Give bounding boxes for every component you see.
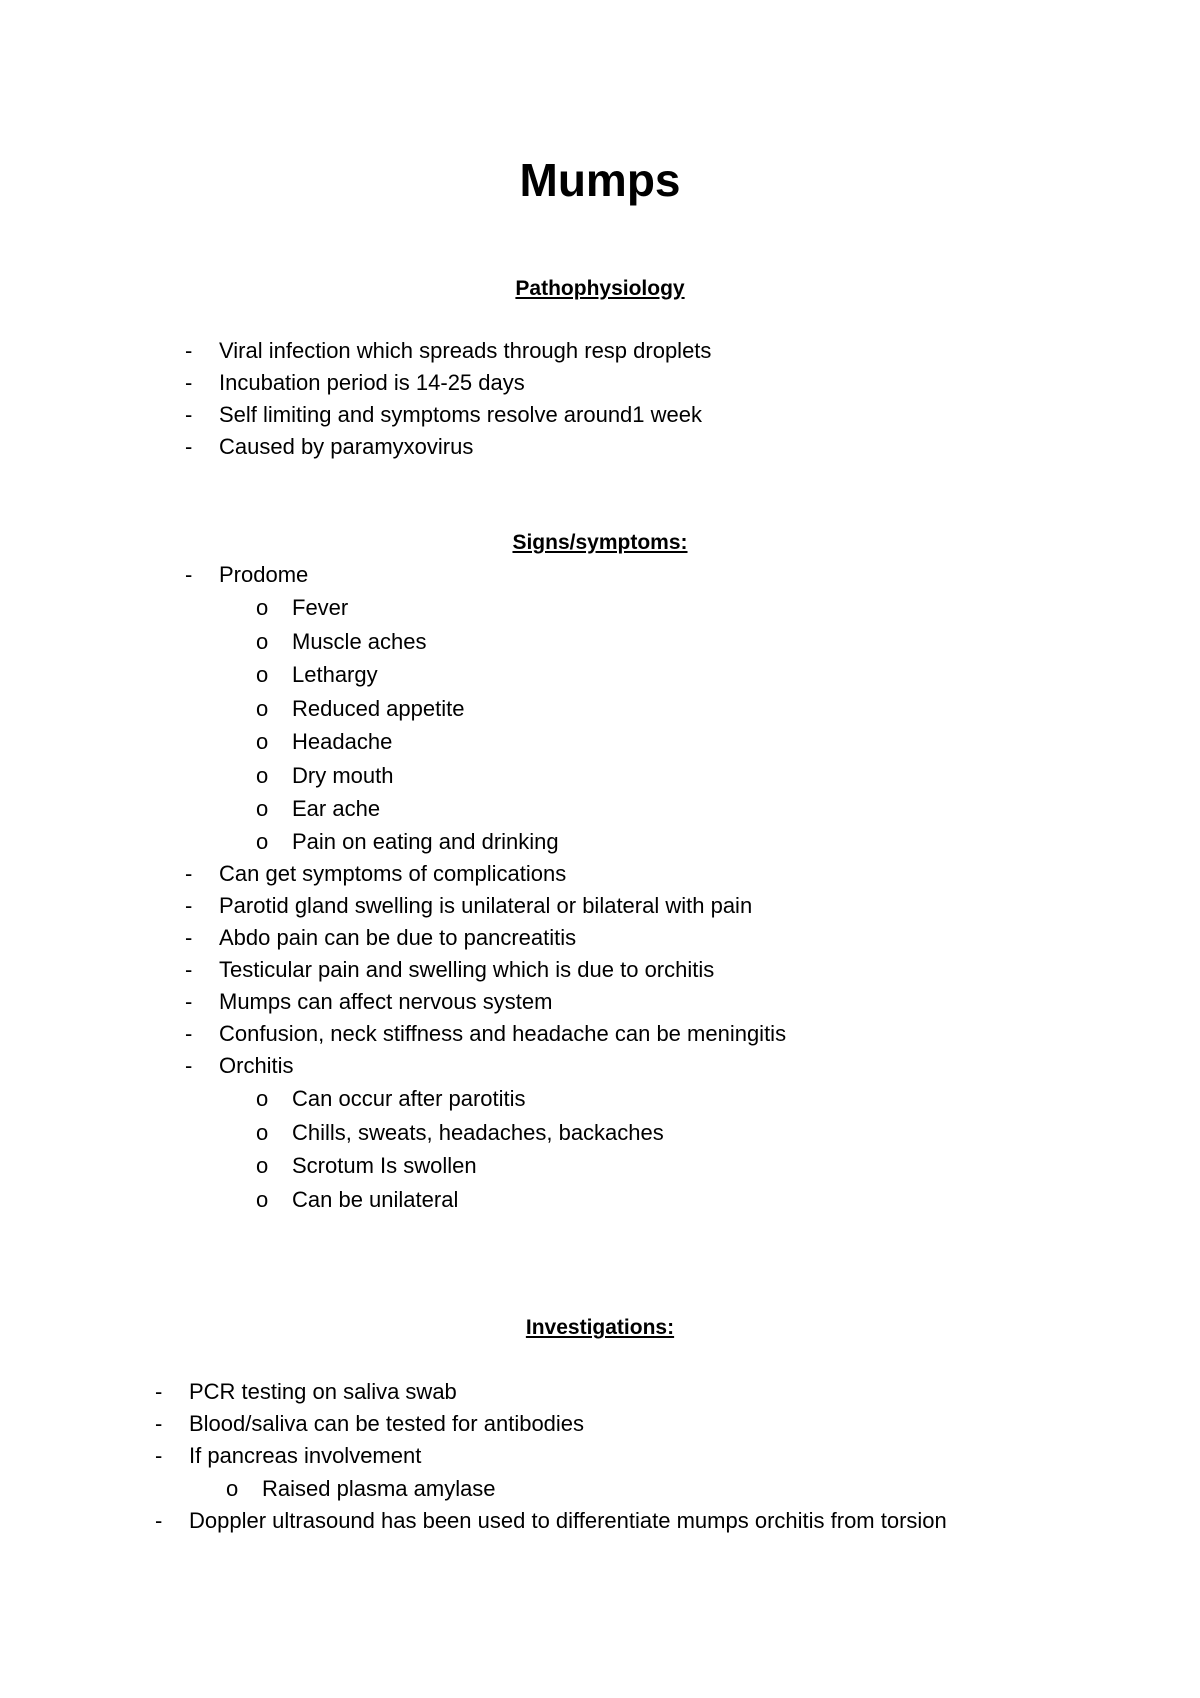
dash-bullet: - <box>155 1443 163 1468</box>
dash-bullet: - <box>185 434 193 459</box>
list-item: Parotid gland swelling is unilateral or bilateral with pain <box>219 893 753 918</box>
dash-bullet: - <box>185 1021 193 1046</box>
sub-list-item: Dry mouth <box>292 763 394 788</box>
page-title: Mumps <box>519 154 681 206</box>
list-item-prodome: Prodome <box>219 562 309 587</box>
list-item: Blood/saliva can be tested for antibodies <box>189 1411 585 1436</box>
sub-list-item: Lethargy <box>292 662 378 687</box>
sub-list-item: Chills, sweats, headaches, backaches <box>292 1120 664 1145</box>
list-item: Mumps can affect nervous system <box>219 989 553 1014</box>
sub-list-item: Can be unilateral <box>292 1187 459 1212</box>
section-heading-pathophysiology: Pathophysiology <box>515 277 685 300</box>
dash-bullet: - <box>185 893 193 918</box>
circle-bullet: o <box>256 1187 269 1212</box>
sub-list-item: Scrotum Is swollen <box>292 1153 477 1178</box>
list-item: Testicular pain and swelling which is due to orchitis <box>219 957 715 982</box>
circle-bullet: o <box>256 1086 269 1111</box>
dash-bullet: - <box>155 1379 163 1404</box>
sub-list-item: Fever <box>292 595 349 620</box>
dash-bullet: - <box>185 402 193 427</box>
circle-bullet: o <box>256 829 269 854</box>
circle-bullet: o <box>256 696 269 721</box>
sub-list-item: Headache <box>292 729 393 754</box>
sub-list-item: Muscle aches <box>292 629 427 654</box>
circle-bullet: o <box>256 595 269 620</box>
dash-bullet: - <box>155 1411 163 1436</box>
sub-list-item: Can occur after parotitis <box>292 1086 526 1111</box>
sub-list-item: Reduced appetite <box>292 696 465 721</box>
dash-bullet: - <box>185 957 193 982</box>
circle-bullet: o <box>256 629 269 654</box>
list-item: PCR testing on saliva swab <box>189 1379 457 1404</box>
list-item: Incubation period is 14-25 days <box>219 370 525 395</box>
circle-bullet: o <box>256 662 269 687</box>
list-item: Can get symptoms of complications <box>219 861 567 886</box>
list-item-orchitis: Orchitis <box>219 1053 294 1078</box>
dash-bullet: - <box>155 1508 163 1533</box>
list-item: Doppler ultrasound has been used to differentiate mumps orchitis from torsion <box>189 1508 947 1533</box>
dash-bullet: - <box>185 861 193 886</box>
list-item: Self limiting and symptoms resolve around1 week <box>219 402 703 427</box>
circle-bullet: o <box>256 729 269 754</box>
dash-bullet: - <box>185 338 193 363</box>
circle-bullet: o <box>226 1476 239 1501</box>
list-item: Caused by paramyxovirus <box>219 434 474 459</box>
list-item: If pancreas involvement <box>189 1443 422 1468</box>
dash-bullet: - <box>185 1053 193 1078</box>
section-heading-investigations: Investigations: <box>525 1316 675 1339</box>
circle-bullet: o <box>256 1120 269 1145</box>
list-item: Viral infection which spreads through resp droplets <box>219 338 712 363</box>
section-heading-signs-symptoms: Signs/symptoms: <box>512 531 688 554</box>
dash-bullet: - <box>185 925 193 950</box>
circle-bullet: o <box>256 1153 269 1178</box>
dash-bullet: - <box>185 562 193 587</box>
sub-list-item: Ear ache <box>292 796 381 821</box>
dash-bullet: - <box>185 370 193 395</box>
circle-bullet: o <box>256 763 269 788</box>
circle-bullet: o <box>256 796 269 821</box>
list-item: Abdo pain can be due to pancreatitis <box>219 925 577 950</box>
list-item: Confusion, neck stiffness and headache can be meningitis <box>219 1021 787 1046</box>
sub-list-item: Pain on eating and drinking <box>292 829 559 854</box>
dash-bullet: - <box>185 989 193 1014</box>
sub-list-item: Raised plasma amylase <box>262 1476 496 1501</box>
